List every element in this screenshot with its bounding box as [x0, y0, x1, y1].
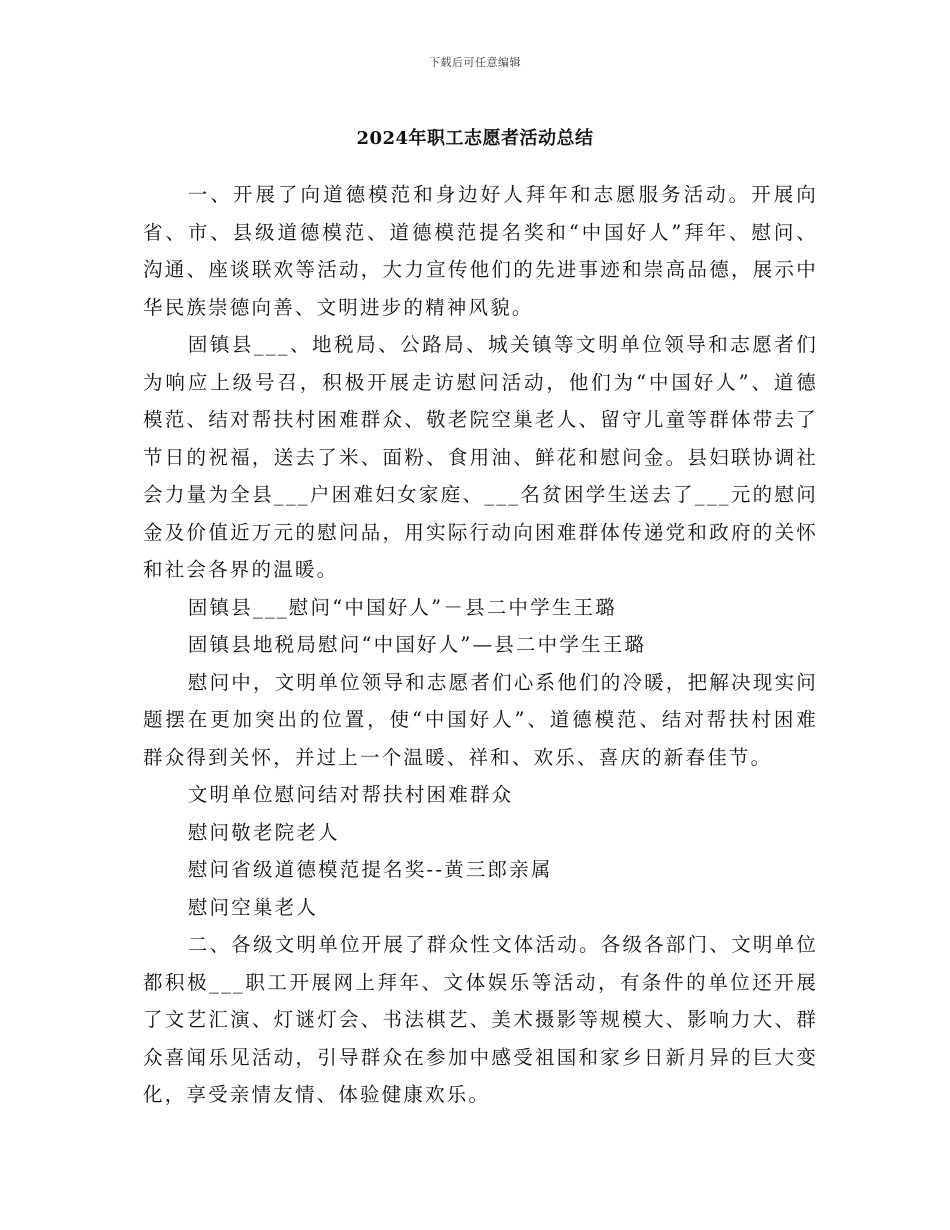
paragraph-8: 慰问省级道德模范提名奖--黄三郎亲属 — [187, 858, 553, 881]
paragraph-5: 慰问中，文明单位领导和志愿者们心系他们的冷暖，把解决现实问题摆在更加突出的位置，使“中国好人”、道德模范、结对帮扶村困难群众得到关怀，并过上一个温暖、祥和、欢乐、喜庆的新春佳节。 — [143, 670, 818, 769]
document-body — [143, 176, 818, 1114]
paragraph-7: 慰问敬老院老人 — [187, 820, 340, 844]
paragraph-1: 一、开展了向道德模范和身边好人拜年和志愿服务活动。开展向省、市、县级道德模范、道德模范提名奖和“中国好人”拜年、慰问、沟通、座谈联欢等活动，大力宣传他们的先进事迹和崇高品德，展示中华民族崇德向善、文明进步的精神风貌。 — [143, 183, 818, 319]
paragraph-9: 慰问空巢老人 — [187, 895, 319, 919]
paragraph-6: 文明单位慰问结对帮扶村困难群众 — [187, 783, 514, 806]
paragraph-10: 二、各级文明单位开展了群众性文体活动。各级各部门、文明单位都积极___职工开展网上拜年、文体娱乐等活动，有条件的单位还开展了文艺汇演、灯谜灯会、书法棋艺、美术摄影等规模大、影响力大、群众喜闻乐见活动，引导群众在参加中感受祖国和家乡日新月异的巨大变化，享受亲情友情、体验健康欢乐。 — [143, 933, 818, 1106]
header-note: 下载后可任意编辑 — [429, 56, 521, 69]
paragraph-4: 固镇县地税局慰问“中国好人”—县二中学生王璐 — [187, 633, 647, 656]
paragraph-3: 固镇县___慰问“中国好人”－县二中学生王璐 — [187, 595, 617, 619]
paragraph-2: 固镇县___、地税局、公路局、城关镇等文明单位领导和志愿者们为响应上级号召，积极开展走访慰问活动，他们为“中国好人”、道德模范、结对帮扶村困难群众、敬老院空巢老人、留守儿童等群体带去了节日的祝福，送去了米、面粉、食用油、鲜花和慰问金。县妇联协调社会力量为全县___户困难妇女家庭、___名贫困学生送去了___元的慰问金及价值近万元的慰问品，用实际行动向困难群体传递党和政府的关怀和社会各界的温暖。 — [143, 333, 818, 581]
document-title: 2024年职工志愿者活动总结 — [356, 128, 594, 149]
